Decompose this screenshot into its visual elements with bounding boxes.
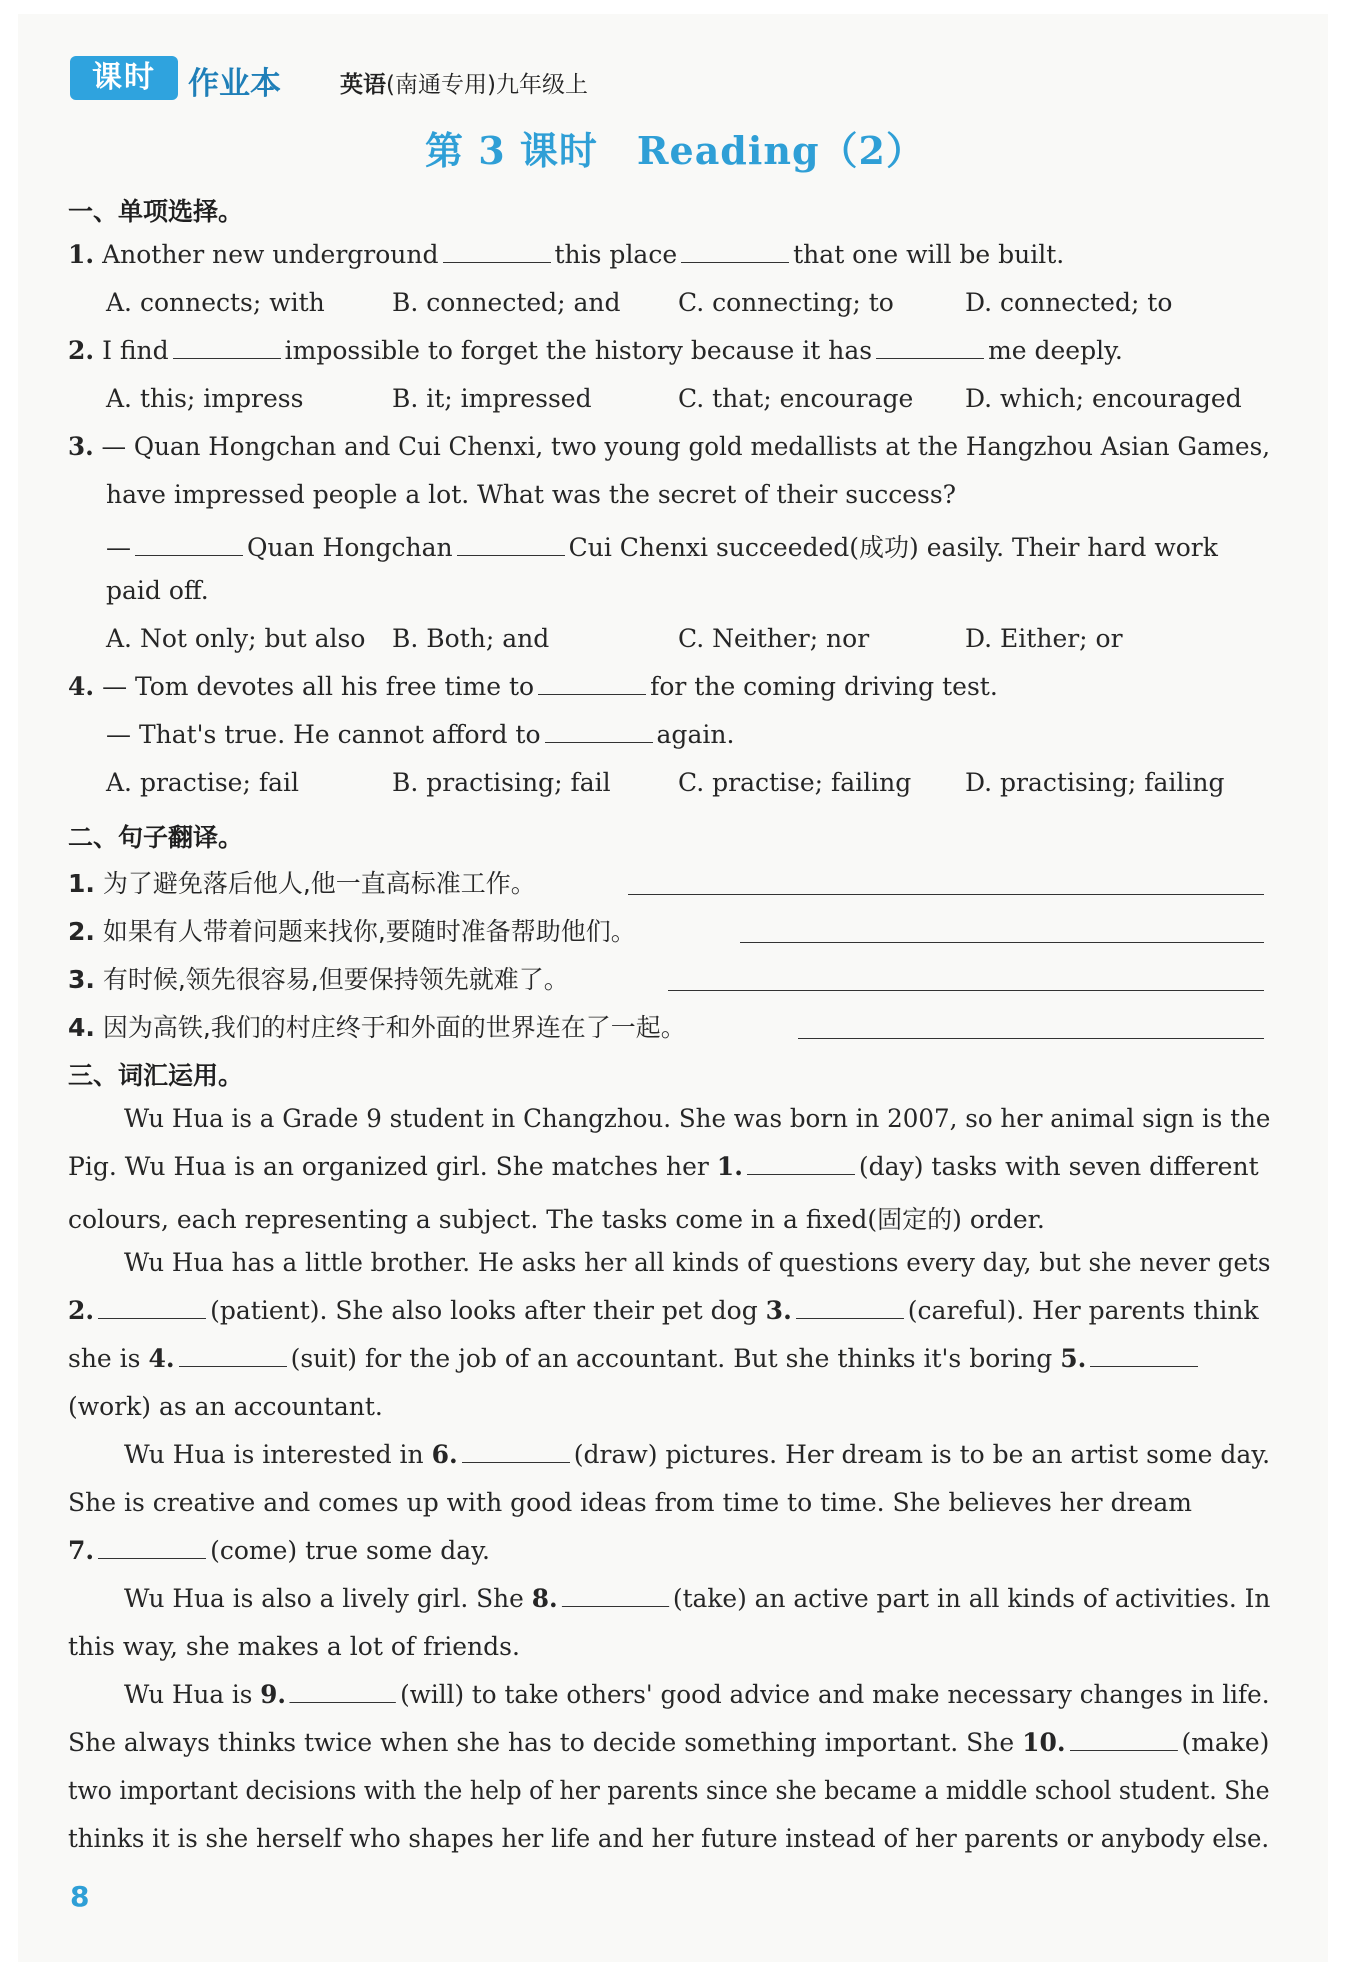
option-c: C. Neither; nor [678, 624, 870, 653]
answer-blank[interactable] [796, 1298, 904, 1319]
option-d: D. connected; to [965, 288, 1173, 317]
answer-blank[interactable] [1070, 1730, 1178, 1751]
answer-blank[interactable] [747, 1154, 855, 1175]
passage-line: She is creative and comes up with good ideas from time to time. She believes her dream [68, 1488, 1192, 1517]
brand-logo: 课时 [70, 56, 178, 100]
option-a: A. this; impress [106, 384, 304, 413]
translation-item-1: 1. 为了避免落后他人,他一直高标准工作。 [68, 869, 536, 898]
question-3: 3. — Quan Hongchan and Cui Chenxi, two young gold medallists at the Hangzhou Asian Games, [68, 432, 1271, 461]
section-heading-3: 三、词汇运用。 [68, 1061, 244, 1090]
passage-line: Wu Hua is also a lively girl. She 8. (take) an active part in all kinds of activities. In [124, 1584, 1271, 1613]
question-3-line-3: — Quan Hongchan Cui Chenxi succeeded(成功) easily. Their hard work [106, 533, 1218, 562]
passage-line: (work) as an accountant. [68, 1392, 383, 1421]
translation-item-3: 3. 有时候,领先很容易,但要保持领先就难了。 [68, 965, 569, 994]
option-b: B. practising; fail [392, 768, 611, 797]
answer-blank[interactable] [179, 1346, 287, 1367]
translation-item-2: 2. 如果有人带着问题来找你,要随时准备帮助他们。 [68, 917, 636, 946]
question-3-line-4: paid off. [106, 576, 209, 605]
option-c: C. connecting; to [678, 288, 894, 317]
option-c: C. that; encourage [678, 384, 914, 413]
answer-blank[interactable] [562, 1586, 669, 1607]
answer-blank[interactable] [538, 674, 646, 695]
answer-blank[interactable] [457, 535, 565, 556]
passage-line: She always thinks twice when she has to decide something important. She 10. (make) [68, 1728, 1270, 1757]
question-4-line-2: — That's true. He cannot afford to again. [106, 720, 735, 749]
answer-blank[interactable] [290, 1682, 396, 1703]
translation-item-4: 4. 因为高铁,我们的村庄终于和外面的世界连在了一起。 [68, 1013, 686, 1042]
answer-blank[interactable] [443, 242, 551, 263]
answer-blank[interactable] [98, 1298, 206, 1319]
section-heading-1: 一、单项选择。 [68, 197, 244, 226]
option-a: A. connects; with [106, 288, 325, 317]
answer-line[interactable] [668, 990, 1264, 991]
option-b: B. it; impressed [392, 384, 592, 413]
option-a: A. Not only; but also [106, 624, 366, 653]
option-d: D. practising; failing [965, 768, 1225, 797]
passage-line: two important decisions with the help of her parents since she became a middle school student. She [68, 1776, 1270, 1805]
subject-label: 英语(南通专用)九年级上 [340, 72, 588, 98]
option-b: B. Both; and [392, 624, 550, 653]
option-d: D. Either; or [965, 624, 1123, 653]
answer-blank[interactable] [681, 242, 789, 263]
option-b: B. connected; and [392, 288, 621, 317]
question-3-line-2: have impressed people a lot. What was the secret of their success? [106, 480, 957, 509]
answer-blank[interactable] [173, 338, 281, 359]
answer-blank[interactable] [545, 722, 653, 743]
page-title: 第 3 课时 Reading（2） [425, 128, 925, 173]
answer-blank[interactable] [135, 535, 243, 556]
passage-line: 2. (patient). She also looks after their pet dog 3. (careful). Her parents think [68, 1296, 1259, 1325]
option-c: C. practise; failing [678, 768, 912, 797]
answer-line[interactable] [740, 942, 1264, 943]
option-d: D. which; encouraged [965, 384, 1242, 413]
passage-line: Wu Hua is a Grade 9 student in Changzhou. She was born in 2007, so her animal sign is the [124, 1104, 1271, 1133]
passage-line: Wu Hua has a little brother. He asks her all kinds of questions every day, but she never gets [124, 1248, 1271, 1277]
answer-blank[interactable] [876, 338, 984, 359]
page-number: 8 [70, 1880, 90, 1913]
passage-line: this way, she makes a lot of friends. [68, 1632, 520, 1661]
passage-line: Pig. Wu Hua is an organized girl. She matches her 1. (day) tasks with seven different [68, 1152, 1259, 1181]
answer-line[interactable] [798, 1038, 1264, 1039]
question-2: 2. I find impossible to forget the history because it has me deeply. [68, 336, 1123, 365]
passage-line: Wu Hua is interested in 6. (draw) pictures. Her dream is to be an artist some day. [124, 1440, 1271, 1469]
option-a: A. practise; fail [106, 768, 299, 797]
answer-line[interactable] [628, 894, 1264, 895]
passage-line: Wu Hua is 9. (will) to take others' good advice and make necessary changes in life. [124, 1680, 1270, 1709]
answer-blank[interactable] [462, 1442, 570, 1463]
question-4: 4. — Tom devotes all his free time to for the coming driving test. [68, 672, 998, 701]
passage-line: colours, each representing a subject. The tasks come in a fixed(固定的) order. [68, 1205, 1045, 1234]
series-name: 作业本 [188, 66, 281, 102]
answer-blank[interactable] [98, 1538, 206, 1559]
question-1: 1. Another new underground this place that one will be built. [68, 240, 1065, 269]
passage-line: thinks it is she herself who shapes her life and her future instead of her parents or anybody else. [68, 1824, 1270, 1853]
passage-line: she is 4. (suit) for the job of an accountant. But she thinks it's boring 5. [68, 1344, 1202, 1373]
answer-blank[interactable] [1090, 1346, 1198, 1367]
passage-line: 7. (come) true some day. [68, 1536, 490, 1565]
section-heading-2: 二、句子翻译。 [68, 823, 244, 852]
